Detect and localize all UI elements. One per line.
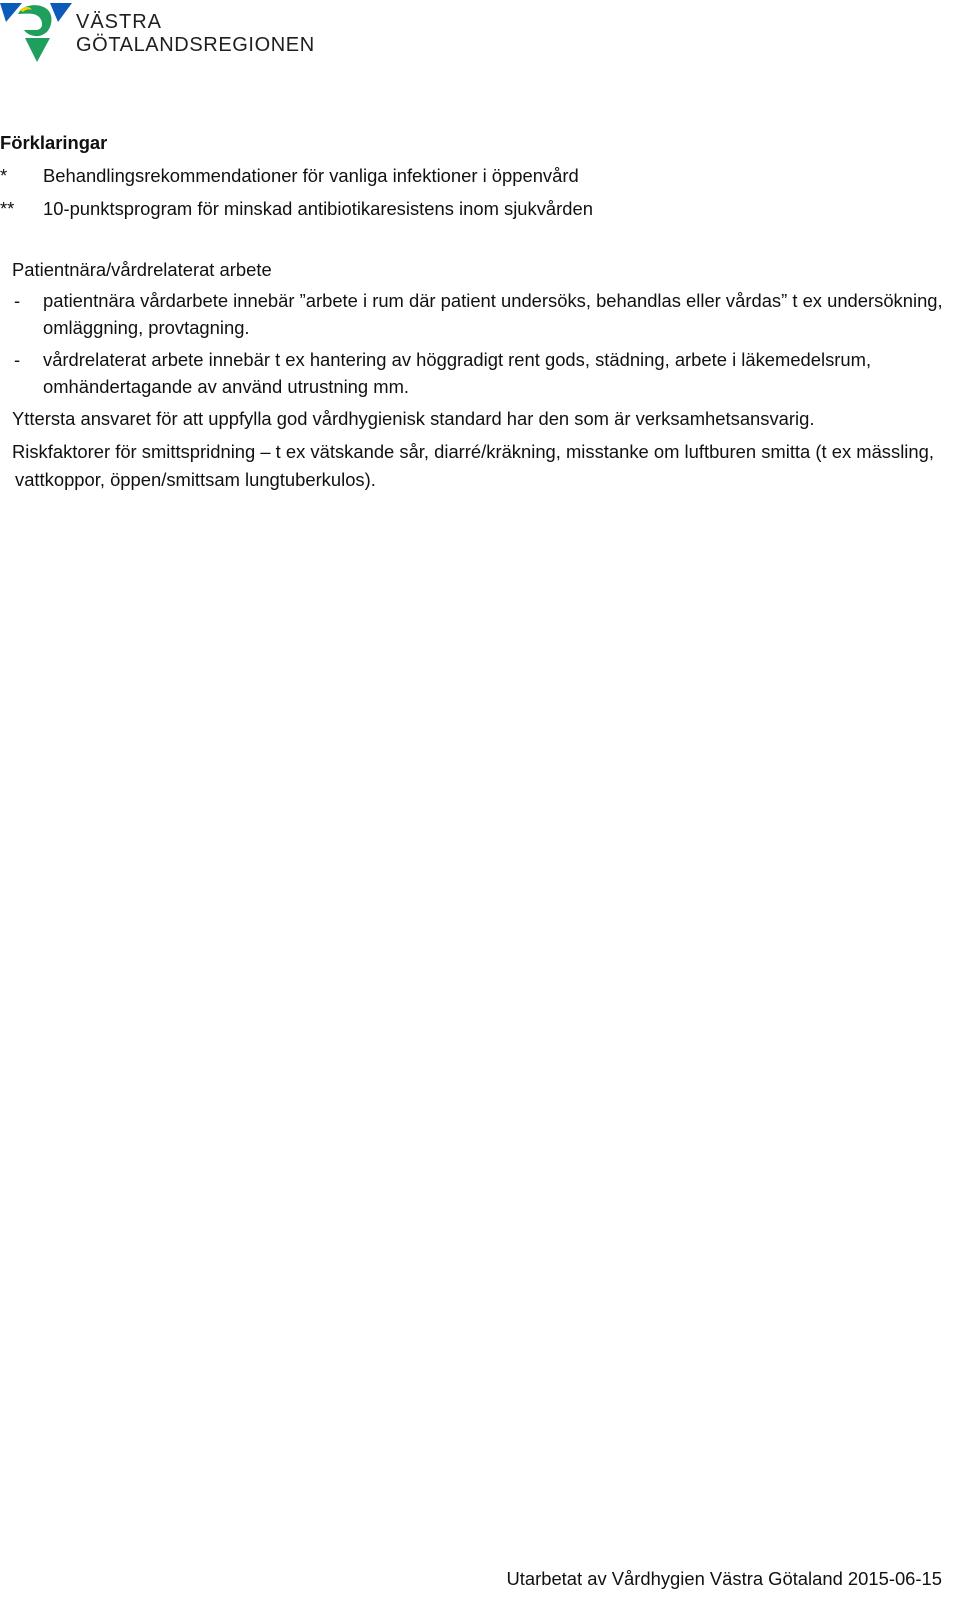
logo-line-1: VÄSTRA: [76, 11, 163, 33]
list-item-text: vårdrelaterat arbete innebär t ex hantering av höggradigt rent gods, städning, arbete i läkemedelsrum, omhändertagande av använd utrustning mm.: [43, 349, 872, 397]
footnote-text: 10-punktsprogram för minskad antibiotikaresistens inom sjukvården: [43, 198, 593, 219]
note-a-label: [0, 252, 12, 280]
footnote-mark: **: [0, 198, 15, 219]
list-item: [0, 346, 956, 400]
note-c-text: Riskfaktorer för smittspridning – t ex vätskande sår, diarré/kräkning, misstanke om luftburen smitta (t ex mässling, vattkoppor, öppen/smittsam lungtuberkulos).: [12, 441, 934, 490]
dash-bullet: -: [14, 349, 21, 370]
page-footer: Utarbetat av Vårdhygien Västra Götaland 2015-06-15: [506, 1568, 942, 1589]
footnote-text: Behandlingsrekommendationer för vanliga infektioner i öppenvård: [43, 165, 579, 186]
note-c: [0, 438, 956, 494]
note-a: [0, 256, 956, 400]
section-heading: Förklaringar: [0, 132, 108, 153]
footnote-single-asterisk: [0, 162, 956, 190]
note-b: [0, 405, 956, 433]
list-item: [0, 287, 956, 341]
dash-bullet: -: [14, 290, 21, 311]
note-a-list: [0, 287, 956, 400]
explanations-section: [0, 129, 956, 494]
footnote-double-asterisk: [0, 195, 956, 223]
footnote-mark: *: [0, 165, 8, 186]
organization-logo: [0, 0, 315, 70]
note-c-label: [0, 434, 12, 462]
note-b-text: Yttersta ansvaret för att uppfylla god vårdhygienisk standard har den som är verksamhetsansvarig.: [12, 408, 815, 429]
note-b-label: [0, 401, 12, 429]
logo-line-2: GÖTALANDSREGIONEN: [76, 34, 315, 56]
logo-mark-icon: [0, 0, 74, 66]
list-item-text: patientnära vårdarbete innebär ”arbete i rum där patient undersöks, behandlas eller vårdas” t ex undersökning, omläggning, provtagning.: [43, 290, 943, 338]
note-a-text: Patientnära/vårdrelaterat arbete: [12, 259, 272, 280]
